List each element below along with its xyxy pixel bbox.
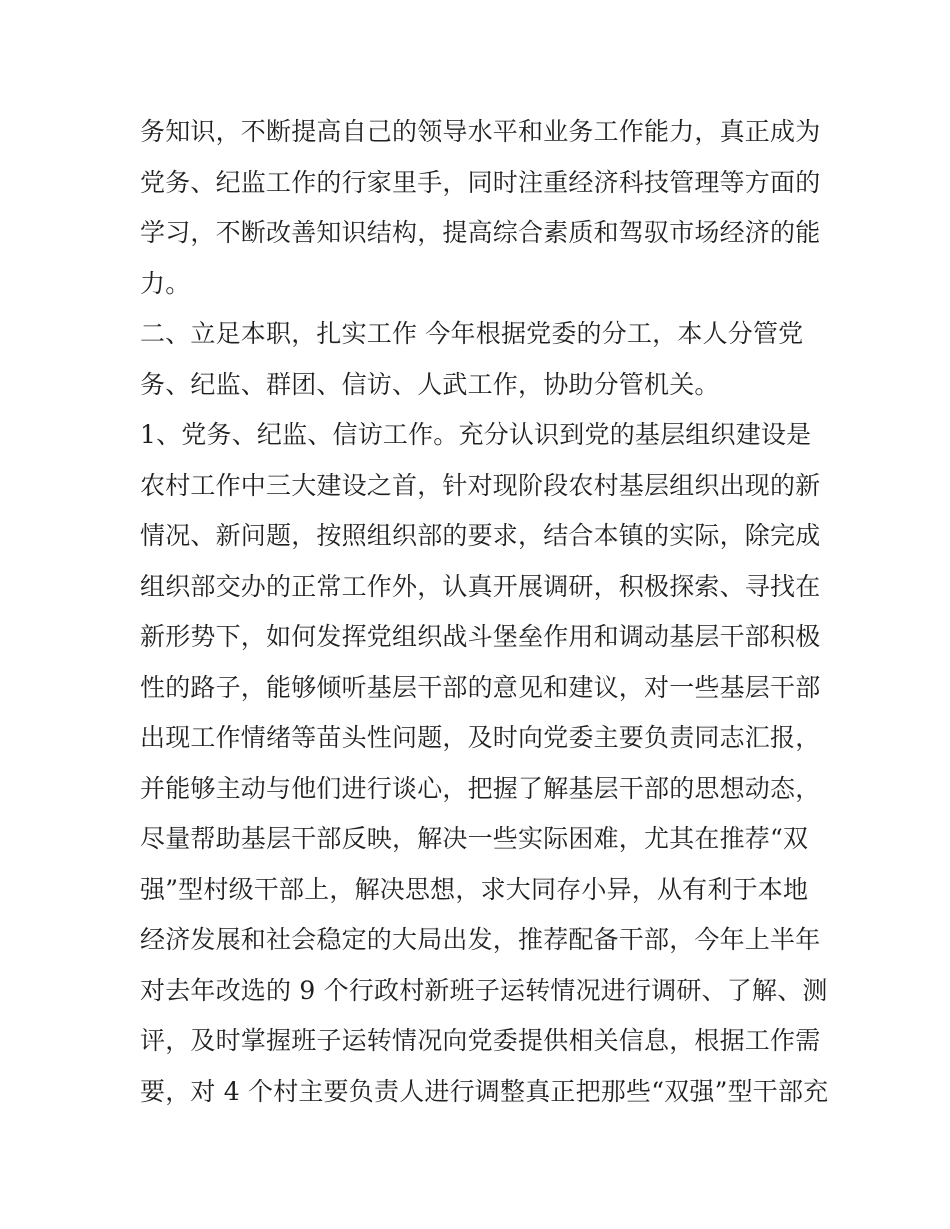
text-line-12: 性的路子，能够倾听基层干部的意见和建议，对一些基层干部 [140,672,821,702]
text-line-16: 强”型村级干部上，解决思想，求大同存小异，从有利于本地 [140,874,809,904]
text-line-17: 经济发展和社会稳定的大局出发，推荐配备干部，今年上半年 [140,925,821,954]
body-text [140,107,829,1117]
text-line-8: 农村工作中三大建设之首，针对现阶段农村基层组织出现的新 [140,470,821,500]
text-line-15: 尽量帮助基层干部反映，解决一些实际困难，尤其在推荐“双 [140,824,809,853]
text-line-7: 1、党务、纪监、信访工作。充分认识到党的基层组织建设是 [140,420,812,449]
text-line-11: 新形势下，如何发挥党组织战斗堡垒作用和调动基层干部积极 [140,622,821,651]
text-line-6: 务、纪监、群团、信访、人武工作，协助分管机关。 [140,369,720,399]
text-line-14: 并能够主动与他们进行谈心，把握了解基层干部的思想动态， [140,773,821,803]
text-line-4: 力。 [140,268,191,298]
text-line-19: 评，及时掌握班子运转情况向党委提供相关信息，根据工作需 [140,1026,821,1055]
text-line-9: 情况、新问题，按照组织部的要求，结合本镇的实际，除完成 [140,521,821,550]
text-line-3: 学习，不断改善知识结构，提高综合素质和驾驭市场经济的能 [140,218,821,247]
text-line-13: 出现工作情绪等苗头性问题，及时向党委主要负责同志汇报， [140,723,821,752]
text-line-1: 务知识，不断提高自己的领导水平和业务工作能力，真正成为 [140,117,821,146]
text-line-10: 组织部交办的正常工作外，认真开展调研，积极探索、寻找在 [140,571,821,601]
text-line-2: 党务、纪监工作的行家里手，同时注重经济科技管理等方面的 [140,167,821,197]
text-line-18: 对去年改选的 9 个行政村新班子运转情况进行调研、了解、测 [140,975,828,1005]
text-line-5: 二、立足本职，扎实工作 今年根据党委的分工，本人分管党 [140,319,804,348]
text-line-20: 要，对 4 个村主要负责人进行调整真正把那些“双强”型干部充 [140,1076,829,1106]
